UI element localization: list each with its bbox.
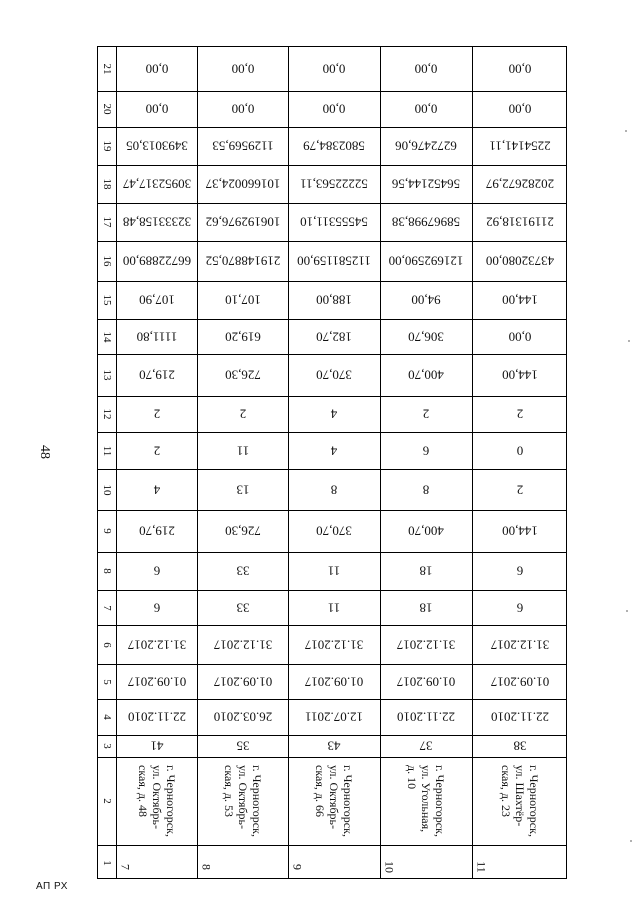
page-number: 48	[37, 445, 52, 459]
column-number: 11	[101, 445, 113, 456]
table-row-divider	[197, 47, 198, 878]
table-cell: 31.12.2017	[490, 637, 550, 652]
table-cell: 31.12.2017	[304, 637, 364, 652]
table-cell: 94,00	[411, 292, 441, 308]
table-cell: 0,00	[414, 101, 438, 117]
table-cell: 1129569,53	[211, 138, 274, 154]
table-cell: 2	[153, 406, 160, 422]
scan-artifact	[625, 130, 627, 132]
table-cell: 6	[153, 600, 160, 615]
table-cell: 107,90	[138, 292, 175, 308]
column-number: 19	[101, 140, 113, 152]
table-band-divider	[98, 469, 566, 470]
table-band-divider	[98, 241, 566, 242]
column-number: 18	[101, 178, 113, 190]
table-cell: 3493013,05	[125, 138, 188, 154]
table-cell: 41	[150, 738, 163, 754]
table-cell: 58967998,38	[391, 214, 461, 230]
table-cell: 0,00	[231, 101, 254, 117]
table-band-divider	[98, 552, 566, 553]
table-band-divider	[98, 127, 566, 128]
table-cell: 0,00	[322, 101, 346, 117]
table-band-divider	[98, 396, 566, 397]
table-band-divider	[98, 510, 566, 511]
table-cell: 144,00	[502, 292, 538, 308]
table-cell: 0,00	[508, 101, 532, 117]
table-cell: 21191318,92	[486, 214, 554, 230]
column-number: 14	[101, 331, 113, 342]
table-cell: 30952317,47	[122, 176, 191, 192]
table-cell: 144,00	[502, 367, 538, 383]
table-band-divider	[98, 735, 566, 736]
table-band-divider	[98, 91, 566, 92]
table-cell: 6272476,06	[395, 138, 457, 154]
table-cell: 121692590,00	[388, 253, 464, 269]
table-cell: 101660024,37	[205, 176, 280, 192]
table-cell: 11	[327, 563, 341, 579]
table-cell: 112581159,00	[297, 253, 371, 269]
table-cell: 6	[516, 563, 524, 579]
table-cell: 219148870,52	[205, 253, 280, 269]
table-cell: 01.09.2017	[213, 674, 272, 689]
column-number: 6	[101, 641, 113, 648]
table-band-divider	[98, 699, 566, 700]
table-cell: 18	[419, 600, 433, 615]
table-cell: 35	[236, 738, 249, 754]
column-number: 15	[101, 294, 113, 306]
table-cell: 54555311,10	[300, 214, 368, 230]
table-cell: 5802384,79	[303, 138, 365, 154]
table-cell: 0,00	[414, 61, 438, 77]
table-cell: 8	[422, 482, 430, 497]
table-cell: 20282672,97	[485, 176, 555, 192]
table-cell: 8	[330, 482, 338, 497]
table-cell: 32333158,48	[122, 214, 191, 230]
table-cell: 370,70	[316, 523, 352, 539]
column-number: 16	[101, 255, 113, 267]
scan-artifact	[626, 610, 628, 612]
table-band-divider	[98, 590, 566, 591]
column-number: 2	[101, 798, 113, 804]
table-band-divider	[98, 432, 566, 433]
row-number: 9	[290, 863, 305, 870]
table-cell: 31.12.2017	[213, 637, 272, 652]
table-cell: 726,30	[224, 523, 261, 539]
column-number: 9	[101, 528, 113, 534]
table-row-divider	[288, 47, 289, 878]
table-cell: 0,00	[322, 61, 346, 77]
table-cell: 0,00	[508, 61, 532, 77]
scan-artifact	[630, 840, 632, 842]
table-cell: 01.09.2017	[396, 674, 456, 689]
column-number: 1	[101, 859, 113, 866]
column-number: 3	[101, 743, 113, 749]
data-table	[97, 46, 567, 879]
table-cell: 33	[236, 563, 249, 579]
table-cell: 0,00	[508, 329, 532, 344]
table-cell: 400,70	[408, 367, 444, 383]
table-cell: 2	[239, 406, 246, 422]
column-number: 12	[101, 408, 113, 420]
table-band-divider	[98, 757, 566, 758]
column-number: 21	[101, 63, 113, 75]
table-cell: 219,70	[138, 367, 175, 383]
table-row-divider	[380, 47, 381, 878]
table-cell: 0	[516, 443, 524, 458]
address-cell: г. Черногорск, ул. Шахтёр- ская, д. 23	[499, 765, 541, 837]
table-cell: 107,10	[224, 292, 261, 308]
table-cell: 33	[236, 600, 249, 615]
table-cell: 22.11.2010	[490, 709, 550, 725]
table-cell: 182,70	[316, 329, 352, 344]
table-cell: 0,00	[231, 61, 254, 77]
table-band-divider	[98, 625, 566, 626]
column-number: 5	[101, 678, 113, 685]
table-cell: 11	[327, 600, 341, 615]
table-cell: 219,70	[138, 523, 175, 539]
table-cell: 6	[422, 443, 430, 458]
table-cell: 01.09.2017	[127, 674, 186, 689]
table-row-divider	[472, 47, 473, 878]
table-cell: 37	[419, 738, 433, 754]
column-number: 10	[101, 484, 113, 495]
table-cell: 31.12.2017	[127, 637, 186, 652]
column-number: 13	[101, 369, 113, 381]
table-cell: 13	[236, 482, 249, 497]
table-cell: 2	[516, 482, 524, 497]
table-cell: 4	[153, 482, 160, 497]
table-cell: 726,30	[224, 367, 261, 383]
table-cell: 31.12.2017	[396, 637, 456, 652]
table-cell: 370,70	[316, 367, 352, 383]
table-cell: 144,00	[502, 523, 538, 539]
table-cell: 18	[419, 563, 433, 579]
table-cell: 0,00	[145, 61, 168, 77]
table-cell: 2254141,11	[489, 138, 551, 154]
table-cell: 38	[513, 738, 527, 754]
table-band-divider	[98, 845, 566, 846]
table-row-divider	[116, 47, 117, 878]
table-cell: 43	[327, 738, 341, 754]
table-cell: 6	[153, 563, 160, 579]
table-cell: 01.09.2017	[304, 674, 364, 689]
table-band-divider	[98, 354, 566, 355]
address-cell: г. Черногорск, ул. Октябрь- ская, д. 48	[135, 765, 178, 837]
table-cell: 619,20	[224, 329, 261, 344]
column-number: 7	[101, 604, 113, 611]
table-cell: 43732080,00	[485, 253, 555, 269]
table-cell: 2	[153, 443, 160, 458]
table-cell: 4	[330, 443, 338, 458]
table-cell: 11	[236, 443, 249, 458]
row-number: 7	[118, 863, 133, 870]
table-cell: 22.11.2010	[396, 709, 456, 725]
scan-artifact	[628, 340, 630, 342]
table-cell: 6	[516, 600, 524, 615]
table-cell: 0,00	[145, 101, 168, 117]
table-cell: 56452144,56	[391, 176, 461, 192]
table-cell: 306,70	[408, 329, 444, 344]
row-number: 10	[382, 860, 397, 873]
row-number: 11	[474, 860, 489, 873]
table-cell: 01.09.2017	[490, 674, 550, 689]
table-band-divider	[98, 165, 566, 166]
row-number: 8	[199, 863, 214, 870]
table-band-divider	[98, 319, 566, 320]
table-cell: 2	[516, 406, 524, 422]
footer-note: АП РХ	[36, 881, 68, 892]
table-cell: 2	[422, 406, 430, 422]
column-number: 4	[101, 714, 113, 720]
column-number: 8	[101, 568, 113, 574]
table-band-divider	[98, 203, 566, 204]
column-number: 20	[101, 103, 113, 115]
table-cell: 400,70	[408, 523, 444, 539]
table-band-divider	[98, 281, 566, 282]
table-cell: 188,00	[316, 292, 352, 308]
table-cell: 106192976,62	[205, 214, 280, 230]
column-number: 17	[101, 216, 113, 228]
table-cell: 4	[330, 406, 338, 422]
table-cell: 26.03.2010	[213, 709, 272, 725]
address-cell: г. Черногорск, ул. Октябрь- ская, д. 66	[313, 765, 355, 837]
table-cell: 52222563,11	[300, 176, 368, 192]
address-cell: г. Черногорск, ул. Октябрь- ская, д. 53	[221, 765, 264, 837]
table-band-divider	[98, 664, 566, 665]
table-cell: 12.07.2011	[304, 709, 364, 725]
table-cell: 66722889,00	[122, 253, 191, 269]
table-cell: 22.11.2010	[127, 709, 186, 725]
address-cell: г. Черногорск, ул. Угольная, д. 10	[405, 765, 447, 837]
table-cell: 1111,80	[136, 329, 177, 344]
